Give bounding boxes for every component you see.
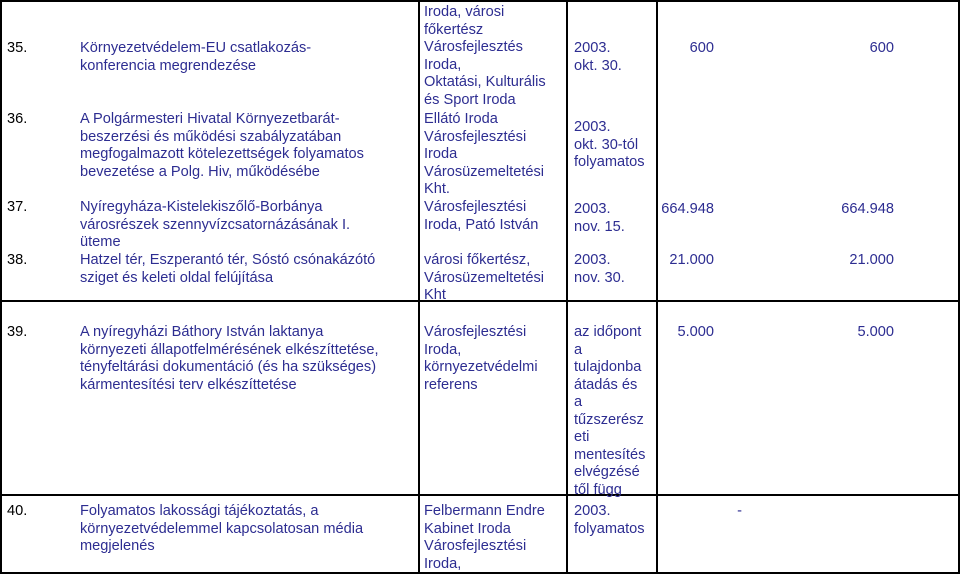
- row-responsible: Városfejlesztési Iroda, Pató István: [424, 199, 539, 233]
- row-number: 38.: [7, 252, 28, 268]
- row-deadline: 2003. nov. 15.: [574, 201, 625, 235]
- table-border-top: [0, 0, 960, 2]
- column-divider: [958, 0, 960, 574]
- row-number: 37.: [7, 199, 28, 215]
- row-description: A nyíregyházi Báthory István laktanya környezeti állapotfelmérésének elkészíttetése, tényfeltárási dokumentáció (és ha szükséges) kármentesítési terv elkészíttetése: [80, 324, 379, 393]
- row-deadline: az időpont a tulajdonba átadás és a tűzszerész eti mentesítés elvégzésé től függ: [574, 324, 646, 498]
- column-divider: [0, 0, 2, 574]
- row-description: A Polgármesteri Hivatal Környezetbarát- beszerzési és működési szabályzatában megfogalmazott kötelezettségek folyamatos bevezetése a Polg. Hiv, működésébe: [80, 111, 364, 180]
- row-number: 39.: [7, 324, 28, 340]
- row-amount-2: 21.000: [849, 252, 894, 268]
- column-divider: [566, 0, 568, 574]
- row-amount-2: 600: [869, 40, 894, 56]
- row-amount-1: 664.948: [661, 201, 714, 217]
- row-description: Környezetvédelem-EU csatlakozás- konferencia megrendezése: [80, 40, 312, 74]
- row-responsible: Iroda, városi főkertész Városfejlesztés Iroda, Oktatási, Kulturális és Sport Iroda: [424, 4, 546, 108]
- row-amount-1: -: [737, 503, 742, 519]
- row-number: 35.: [7, 40, 28, 56]
- row-amount-2: 5.000: [857, 324, 894, 340]
- row-responsible: Ellátó Iroda Városfejlesztési Iroda Városüzemeltetési Kht.: [424, 111, 545, 197]
- row-responsible: Városfejlesztési Iroda, környezetvédelmi referens: [424, 324, 538, 393]
- row-responsible: Felbermann Endre Kabinet Iroda Városfejlesztési Iroda,: [424, 503, 545, 572]
- row-deadline: 2003. okt. 30-tól folyamatos: [574, 119, 645, 170]
- row-deadline: 2003. okt. 30.: [574, 40, 622, 74]
- row-description: Folyamatos lakossági tájékoztatás, a környezetvédelemmel kapcsolatosan média megjelenés: [80, 503, 364, 554]
- row-responsible: városi főkertész, Városüzemeltetési Kht: [424, 252, 545, 303]
- row-description: Nyíregyháza-Kistelekiszőlő-Borbánya városrészek szennyvízcsatornázásának I. üteme: [80, 199, 351, 250]
- row-amount-1: 21.000: [669, 252, 714, 268]
- row-amount-2: 664.948: [841, 201, 894, 217]
- row-amount-1: 5.000: [677, 324, 714, 340]
- row-deadline: 2003. folyamatos: [574, 503, 645, 537]
- row-amount-1: 600: [689, 40, 714, 56]
- row-number: 40.: [7, 503, 28, 519]
- row-divider: [0, 494, 960, 496]
- row-description: Hatzel tér, Eszperantó tér, Sóstó csónakázótó sziget és keleti oldal felújítása: [80, 252, 376, 286]
- row-deadline: 2003. nov. 30.: [574, 252, 625, 286]
- row-number: 36.: [7, 111, 28, 127]
- column-divider: [656, 0, 658, 574]
- column-divider: [418, 0, 420, 574]
